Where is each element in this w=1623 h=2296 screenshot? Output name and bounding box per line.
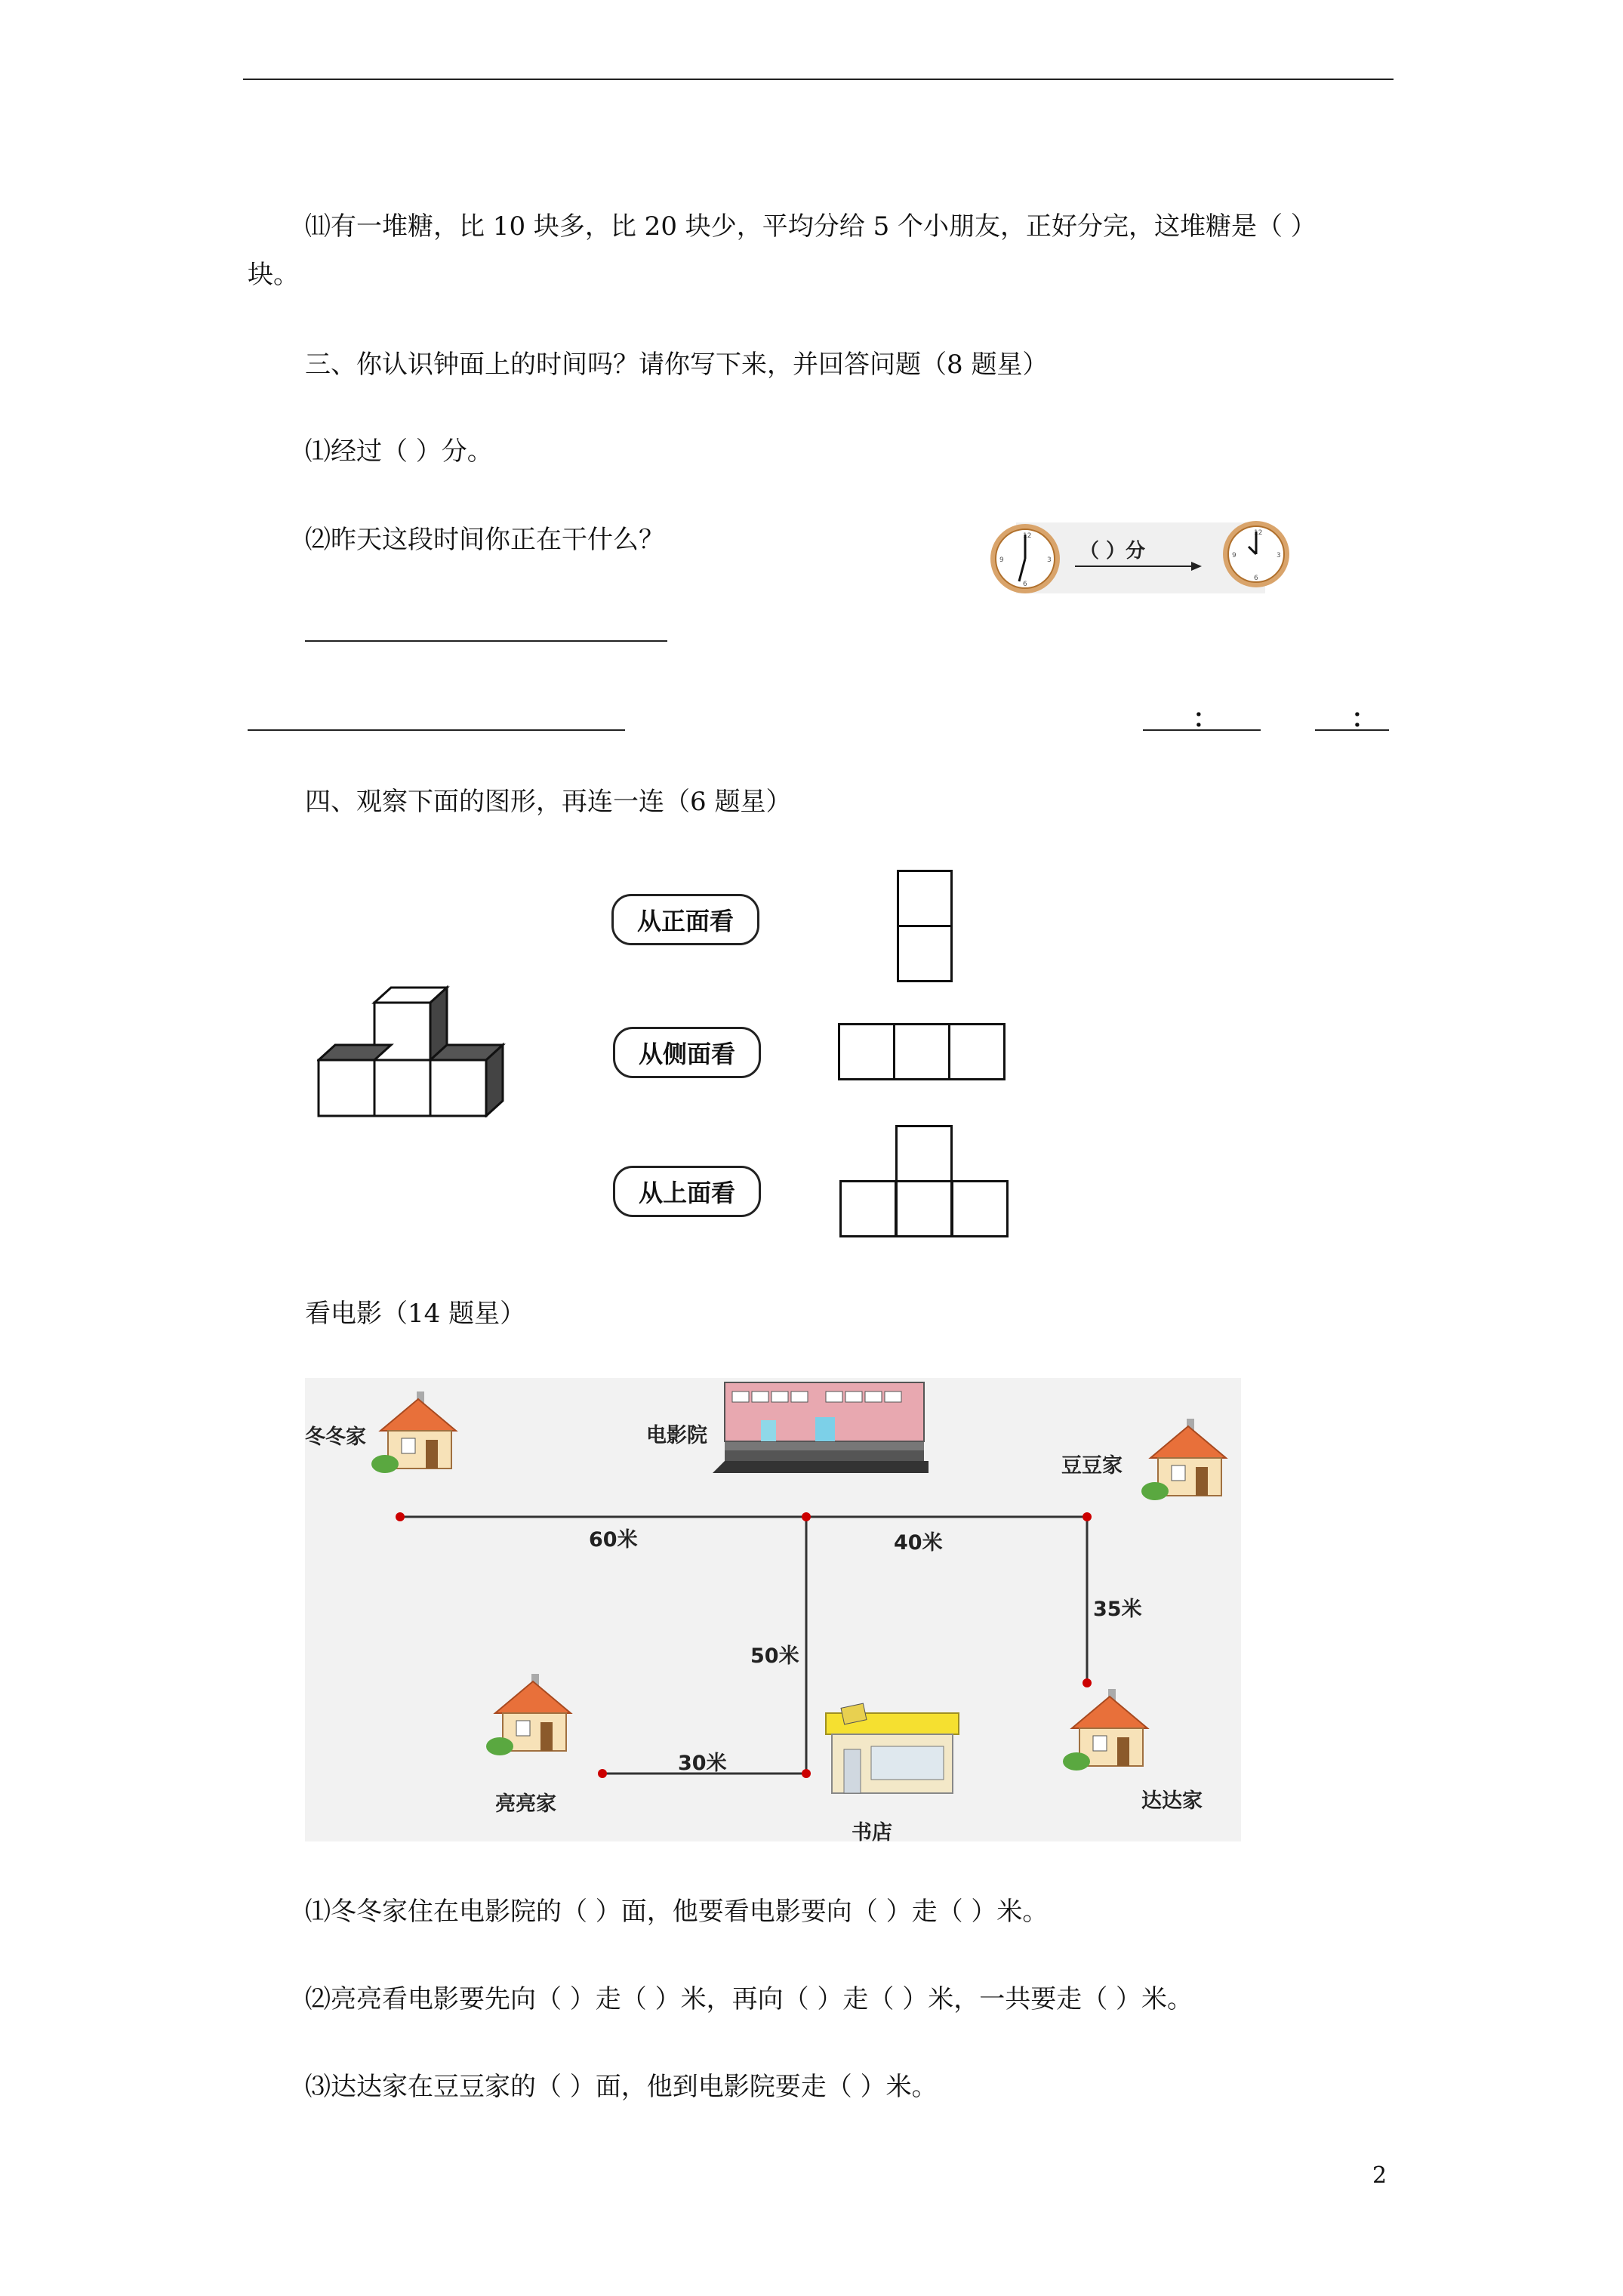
question-11: ⑾有一堆糖，比 10 块多，比 20 块少，平均分给 5 个小朋友，正好分完，这堆糖是（ ） [305, 211, 1317, 242]
svg-text:12: 12 [1023, 532, 1032, 540]
svg-text:9: 9 [999, 556, 1004, 564]
svg-text:6: 6 [1023, 581, 1027, 588]
movie-q3: ⑶达达家在豆豆家的（ ）面，他到电影院要走（ ）米。 [305, 2072, 938, 2102]
svg-text:3: 3 [1277, 552, 1281, 559]
clock-duration-label: （ ）分 [1079, 540, 1146, 562]
svg-text:9: 9 [1232, 552, 1236, 559]
section4-title: 四、观察下面的图形，再连一连（6 题星） [305, 787, 792, 817]
clock-end-icon [1223, 521, 1289, 587]
house-doudou-icon [1141, 1419, 1226, 1500]
view-label-top: 从上面看 [613, 1166, 761, 1217]
svg-text:6: 6 [1254, 575, 1258, 582]
time-blank-2-colon: ： [1351, 704, 1377, 734]
label-liangliang: 亮亮家 [495, 1792, 556, 1816]
answer-line-2 [248, 729, 625, 731]
page-number: 2 [1372, 2162, 1387, 2189]
label-dada: 达达家 [1141, 1789, 1203, 1813]
label-cinema: 电影院 [646, 1424, 707, 1447]
answer-line-1 [305, 640, 667, 642]
distance-60: 60米 [589, 1528, 638, 1552]
house-liangliang-icon [486, 1674, 571, 1755]
distance-50: 50米 [750, 1644, 799, 1668]
svg-text:12: 12 [1254, 529, 1263, 537]
section3-q1: ⑴经过（ ）分。 [305, 436, 493, 467]
distance-30: 30米 [678, 1752, 727, 1775]
label-doudou: 豆豆家 [1061, 1454, 1123, 1478]
view-label-front: 从正面看 [611, 894, 759, 945]
view-label-side: 从侧面看 [613, 1027, 761, 1078]
section3-q2: ⑵昨天这段时间你正在干什么？ [305, 525, 664, 555]
distance-40: 40米 [894, 1531, 943, 1555]
block-figure [317, 982, 513, 1117]
house-dada-icon [1063, 1689, 1147, 1771]
time-blank-1-colon: ： [1193, 704, 1218, 734]
distance-35: 35米 [1093, 1598, 1142, 1621]
svg-text:3: 3 [1047, 556, 1052, 564]
movie-q1: ⑴冬冬家住在电影院的（ ）面，他要看电影要向（ ）走（ ）米。 [305, 1897, 1049, 1927]
header-rule [243, 79, 1394, 80]
question-11-cont: 块。 [248, 260, 299, 290]
bookstore-building [826, 1703, 959, 1793]
movie-map [305, 1378, 1241, 1845]
cinema-building [713, 1382, 929, 1473]
clock-start-icon [990, 524, 1060, 593]
label-dongdong: 冬冬家 [305, 1425, 366, 1449]
movie-title: 看电影（14 题星） [305, 1299, 526, 1329]
house-dongdong-icon [371, 1391, 456, 1473]
clock-figure [986, 518, 1295, 599]
movie-q2: ⑵亮亮看电影要先向（ ）走（ ）米，再向（ ）走（ ）米，一共要走（ ）米。 [305, 1984, 1193, 2014]
label-bookstore: 书店 [852, 1821, 892, 1845]
section3-title: 三、你认识钟面上的时间吗？请你写下来，并回答问题（8 题星） [305, 350, 1049, 380]
